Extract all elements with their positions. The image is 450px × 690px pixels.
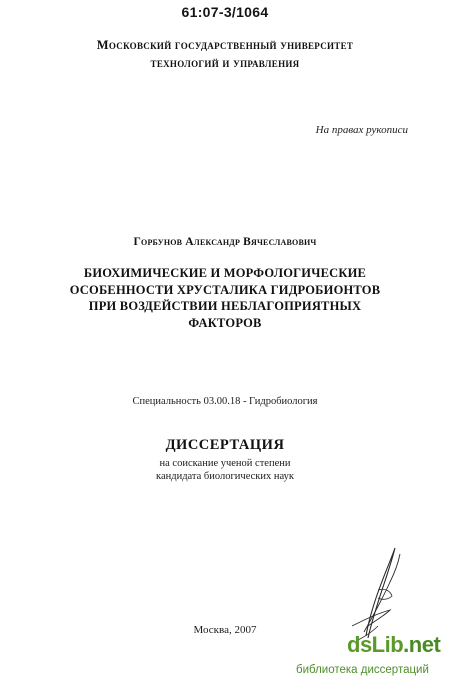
university-line-2: технологий и управления (150, 56, 300, 70)
dslib-logo-tld: .net (403, 632, 441, 657)
degree-info (0, 457, 450, 483)
author-name: Горбунов Александр Вячеславович (133, 236, 317, 248)
document-code: 61:07-3/1064 (181, 4, 269, 20)
title-line-2: ОСОБЕННОСТИ ХРУСТАЛИКА ГИДРОБИОНТОВ (69, 282, 381, 297)
university-line-1: Московский государственный университет (96, 38, 354, 52)
title-line-4: ФАКТОРОВ (188, 315, 262, 330)
specialty: Специальность 03.00.18 - Гидробиология (132, 396, 318, 407)
dslib-tagline: библиотека диссертаций (296, 664, 429, 676)
title-line-1: БИОХИМИЧЕСКИЕ И МОРФОЛОГИЧЕСКИЕ (83, 266, 367, 280)
title-line-3: ПРИ ВОЗДЕЙСТВИИ НЕБЛАГОПРИЯТНЫХ (88, 299, 362, 313)
dslib-logo-main: dsLib (347, 632, 404, 657)
degree-line-1: на соискание ученой степени (159, 458, 291, 469)
rights-note: На правах рукописи (315, 124, 408, 136)
dissertation-label: ДИССЕРТАЦИЯ (165, 437, 285, 453)
city-year: Москва, 2007 (193, 624, 257, 636)
university-name (0, 36, 450, 72)
dslib-logo (347, 632, 440, 658)
signature-icon (338, 540, 408, 645)
dissertation-title (0, 265, 450, 331)
degree-line-2: кандидата биологических наук (156, 471, 294, 482)
